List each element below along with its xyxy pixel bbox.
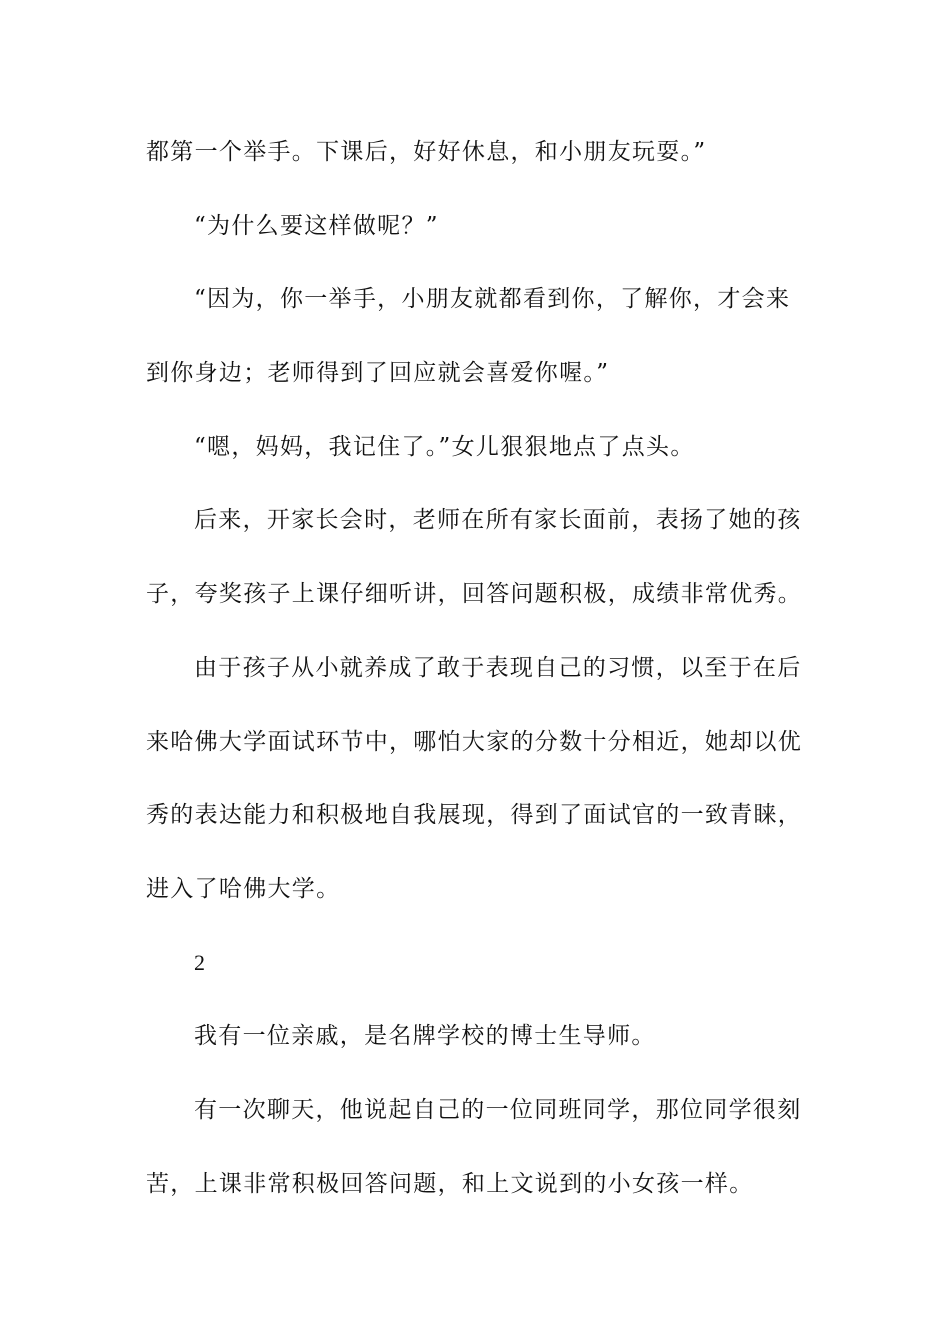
body-text bbox=[146, 128, 806, 1233]
text-line: 都第一个举手。下课后，好好休息，和小朋友玩耍。” bbox=[146, 139, 707, 165]
text-line: 子，夸奖孩子上课仔细听讲，回答问题积极，成绩非常优秀。 bbox=[146, 581, 803, 608]
text-line: 苦，上课非常积极回答问题，和上文说到的小女孩一样。 bbox=[146, 1170, 754, 1197]
text-line: 来哈佛大学面试环节中，哪怕大家的分数十分相近，她却以优 bbox=[146, 728, 803, 755]
text-line: 到你身边；老师得到了回应就会喜爱你喔。” bbox=[146, 360, 610, 387]
text-line: 我有一位亲戚，是名牌学校的博士生导师。 bbox=[194, 1023, 656, 1050]
text-line: 有一次聊天，他说起自己的一位同班同学，那位同学很刻 bbox=[194, 1096, 802, 1123]
text-line: “因为，你一举手，小朋友就都看到你，了解你，才会来 bbox=[194, 286, 791, 313]
text-line: 进入了哈佛大学。 bbox=[146, 875, 341, 902]
text-line: “嗯，妈妈，我记住了。”女儿狠狠地点了点头。 bbox=[194, 433, 695, 460]
text-line: 由于孩子从小就养成了敢于表现自己的习惯，以至于在后 bbox=[194, 654, 802, 681]
text-line: “为什么要这样做呢？” bbox=[194, 212, 439, 239]
text-line: 秀的表达能力和积极地自我展现，得到了面试官的一致青睐， bbox=[146, 802, 803, 829]
text-line: 后来，开家长会时，老师在所有家长面前，表扬了她的孩 bbox=[194, 507, 802, 534]
section-number: 2 bbox=[194, 949, 207, 975]
